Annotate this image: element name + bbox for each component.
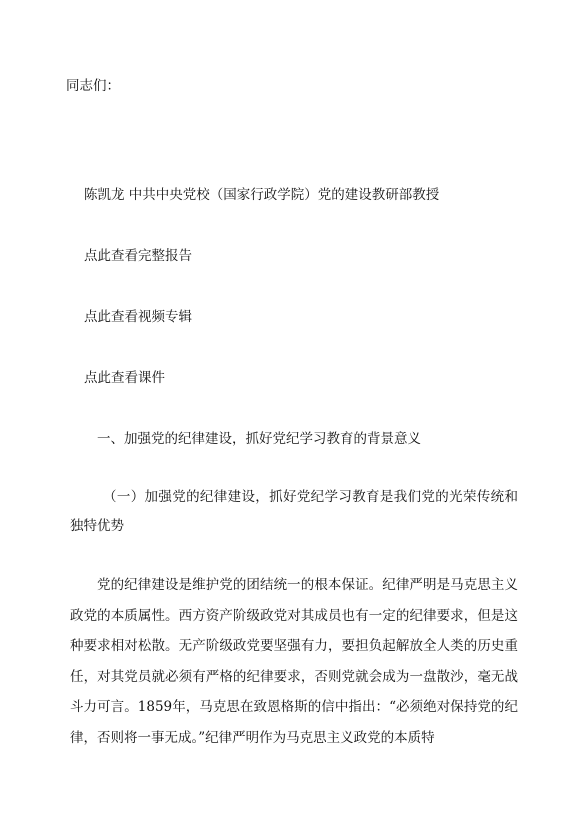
video-album-link[interactable]: 点此查看视频专辑	[84, 309, 192, 325]
full-report-link[interactable]: 点此查看完整报告	[84, 248, 192, 264]
greeting: 同志们：	[66, 78, 120, 94]
body-paragraph: 党的纪律建设是维护党的团结统一的根本保证。纪律严明是马克思主义政党的本质属性。西方资产阶级政党对其成员也有一定的纪律要求，但是这种要求相对松散。无产阶级政党要坚强有力，要担负起解放全人类的历史重任，对其党员就必须有严格的纪律要求，否则党就会成为一盘散沙，毫无战斗力可言。1859年，马克思在致恩格斯的信中指出：“必须绝对保持党的纪律，否则将一事无成。”纪律严明作为马克思主义政党的本质特	[70, 577, 518, 746]
section-heading: 一、加强党的纪律建设，抓好党纪学习教育的背景意义	[97, 431, 421, 447]
courseware-link[interactable]: 点此查看课件	[84, 370, 165, 386]
subsection-heading: （一）加强党的纪律建设，抓好党纪学习教育是我们党的光荣传统和独特优势	[70, 489, 518, 534]
author-line: 陈凯龙 中共中央党校（国家行政学院）党的建设教研部教授	[84, 187, 440, 203]
